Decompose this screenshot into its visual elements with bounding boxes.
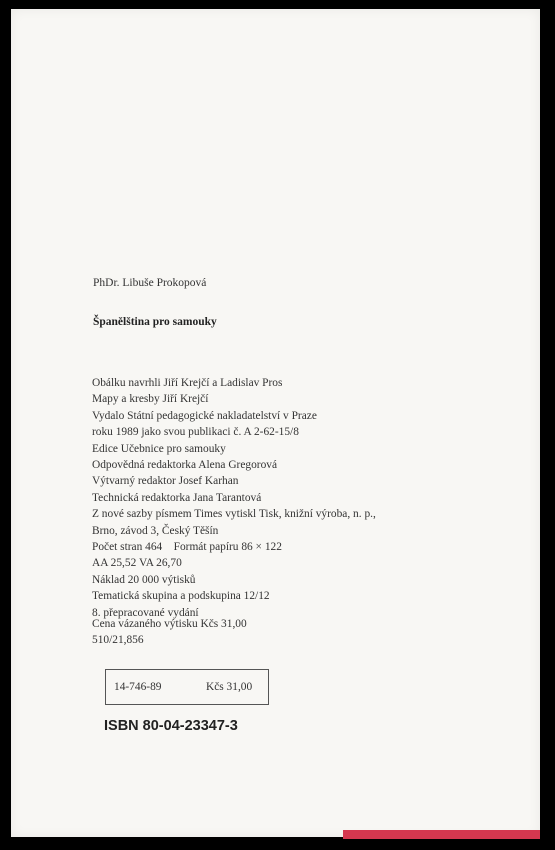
imprint-line: Technická redaktorka Jana Tarantová	[92, 491, 262, 504]
imprint-line: Edice Učebnice pro samouky	[92, 442, 226, 455]
price-line: Cena vázaného výtisku Kčs 31,00	[92, 618, 247, 630]
imprint-line: Obálku navrhli Jiří Krejčí a Ladislav Pros	[92, 377, 283, 389]
imprint-line: Počet stran 464 Formát papíru 86 × 122	[92, 541, 282, 554]
price-box-code: 14-746-89	[114, 681, 162, 693]
price-box	[105, 669, 269, 705]
red-page-edge	[343, 830, 540, 839]
author-name: PhDr. Libuše Prokopová	[93, 277, 207, 289]
imprint-line: Výtvarný redaktor Josef Karhan	[92, 475, 239, 488]
imprint-line: Odpovědná redaktorka Alena Gregorová	[92, 459, 278, 472]
price-block	[92, 616, 247, 649]
imprint-line: Brno, závod 3, Český Těšín	[92, 524, 219, 537]
imprint-line: Tematická skupina a podskupina 12/12	[92, 590, 270, 603]
catalog-number: 510/21,856	[92, 634, 144, 647]
imprint-line: 8. přepracované vydání	[92, 606, 199, 619]
imprint-line: Náklad 20 000 výtisků	[92, 573, 196, 586]
imprint-line: Mapy a kresby Jiří Krejčí	[92, 393, 209, 406]
imprint-line: roku 1989 jako svou publikaci č. A 2-62-15/8	[92, 426, 299, 439]
imprint-line: Vydalo Státní pedagogické nakladatelství v Praze	[92, 409, 317, 422]
imprint-block	[92, 375, 376, 621]
price-box-price: Kčs 31,00	[206, 681, 253, 693]
imprint-line: AA 25,52 VA 26,70	[92, 557, 182, 570]
imprint-line: Z nové sazby písmem Times vytiskl Tisk, knižní výroba, n. p.,	[92, 508, 376, 521]
isbn: ISBN 80-04-23347-3	[104, 718, 238, 734]
book-title: Španělština pro samouky	[93, 316, 217, 328]
